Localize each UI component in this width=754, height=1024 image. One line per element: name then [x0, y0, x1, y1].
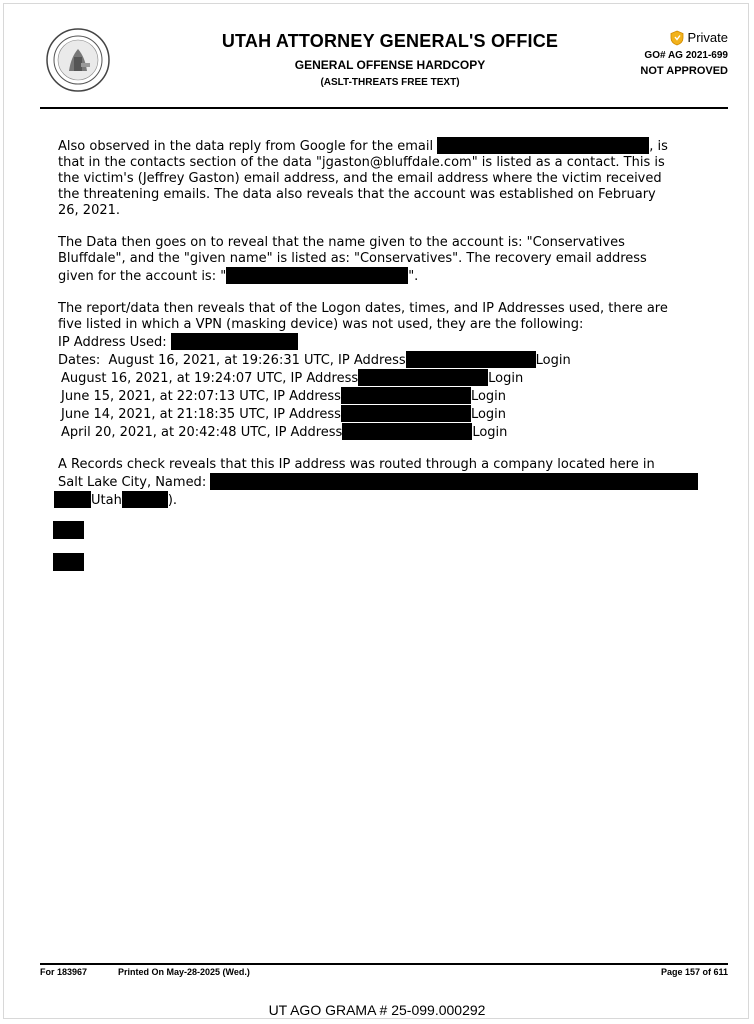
report-type: GENERAL OFFENSE HARDCOPY	[294, 58, 486, 72]
report-subtype: (ASLT-THREATS FREE TEXT)	[320, 77, 460, 88]
text-line: the victim's (Jeffrey Gaston) email address, and the email address where the victim received	[58, 171, 662, 186]
login-date: August 16, 2021, at 19:24:07 UTC, IP Address	[61, 371, 359, 386]
text-line: 26, 2021.	[58, 203, 121, 218]
ip-used-label: IP Address Used:	[58, 335, 167, 350]
text-line: Utah	[91, 493, 122, 508]
redaction-box	[122, 491, 168, 508]
text-line: that in the contacts section of the data "jgaston@bluffdale.com" is listed as a contact. This is	[58, 155, 665, 170]
text-line: The Data then goes on to reveal that the name given to the account is: "Conservatives	[58, 235, 625, 250]
privacy-label: Private	[687, 30, 728, 45]
paragraph-1	[58, 137, 713, 219]
text-line: , is	[649, 139, 668, 154]
grama-number: UT AGO GRAMA # 25-099.000292	[268, 1002, 486, 1018]
redaction-box	[210, 473, 698, 490]
login-date: June 14, 2021, at 21:18:35 UTC, IP Address	[61, 407, 341, 422]
login-action: Login	[488, 371, 524, 386]
paragraph-4	[58, 457, 713, 509]
login-date: August 16, 2021, at 19:26:31 UTC, IP Address	[108, 353, 406, 368]
login-action: Login	[470, 389, 507, 404]
login-row	[58, 387, 713, 405]
text-line: Salt Lake City, Named:	[58, 475, 207, 490]
approval-status: NOT APPROVED	[640, 65, 728, 77]
shield-icon	[670, 30, 684, 46]
login-row	[58, 405, 713, 423]
footer-printed-date: Printed On May-28-2025 (Wed.)	[118, 967, 250, 977]
redaction-box	[53, 521, 84, 539]
text-line: ".	[408, 269, 419, 284]
go-number: GO# AG 2021-699	[644, 50, 728, 61]
text-line: ).	[167, 493, 178, 508]
text-line: given for the account is: "	[58, 269, 227, 284]
report-body	[58, 137, 713, 525]
login-date: June 15, 2021, at 22:07:13 UTC, IP Address	[61, 389, 341, 404]
text-line: the threatening emails. The data also reveals that the account was established on February	[58, 187, 656, 202]
redaction-box	[358, 369, 488, 386]
login-row	[58, 423, 713, 441]
redaction-box	[341, 405, 471, 422]
redaction-box	[437, 137, 649, 154]
text-line: Bluffdale", and the "given name" is listed as: "Conservatives". The recovery email address	[58, 251, 647, 266]
login-date: April 20, 2021, at 20:42:48 UTC, IP Address	[61, 425, 343, 440]
redaction-box	[406, 351, 536, 368]
login-row	[58, 351, 713, 369]
footer-page-number: Page 157 of 611	[660, 967, 728, 977]
login-action: Login	[535, 353, 571, 368]
paragraph-3	[58, 301, 713, 441]
text-line: The report/data then reveals that of the Logon dates, times, and IP Addresses used, there are	[58, 301, 668, 316]
redaction-box	[53, 553, 84, 571]
footer-divider	[40, 963, 728, 965]
redaction-box	[171, 333, 298, 350]
dates-label: Dates:	[58, 353, 101, 368]
agency-title: UTAH ATTORNEY GENERAL'S OFFICE	[221, 31, 559, 51]
text-line: A Records check reveals that this IP address was routed through a company located here in	[58, 457, 655, 472]
login-row	[58, 369, 713, 387]
text-line: five listed in which a VPN (masking device) was not used, they are the following:	[58, 317, 584, 332]
state-seal-logo	[45, 27, 111, 93]
redaction-box	[226, 267, 408, 284]
footer-record-id: For 183967	[40, 967, 88, 977]
login-action: Login	[472, 425, 508, 440]
paragraph-2	[58, 235, 713, 285]
text-line: Also observed in the data reply from Google for the email	[58, 139, 434, 154]
redaction-box	[54, 491, 91, 508]
redaction-box	[341, 387, 471, 404]
header-divider	[40, 107, 728, 109]
redaction-box	[342, 423, 472, 440]
login-action: Login	[470, 407, 507, 422]
